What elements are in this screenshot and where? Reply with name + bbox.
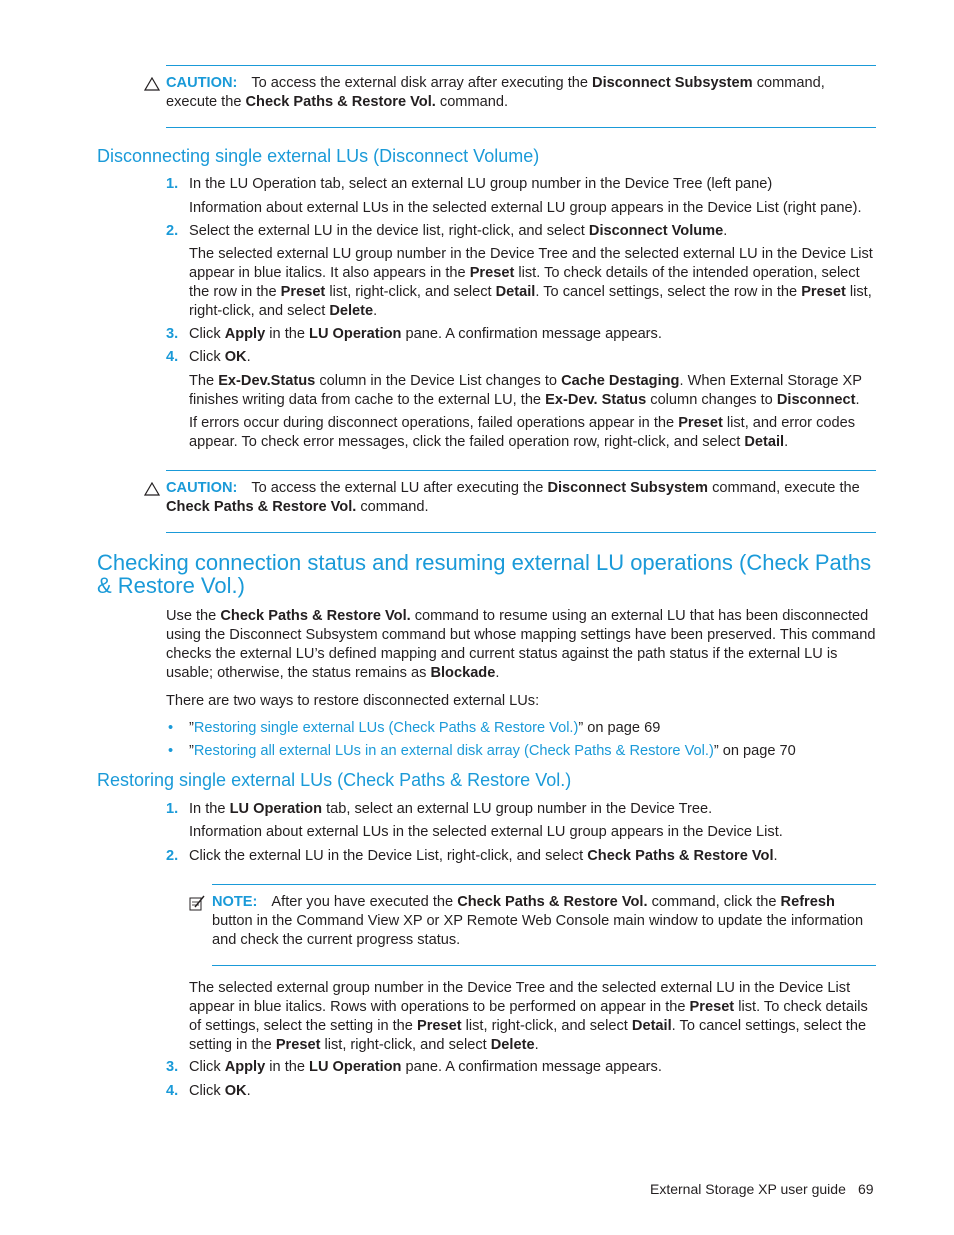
- step-number: 1.: [166, 801, 179, 817]
- footer-title: External Storage XP user guide: [650, 1181, 846, 1197]
- step-number: 4.: [166, 349, 179, 365]
- step-text: Click Apply in the LU Operation pane. A confirmation message appears.: [189, 326, 662, 342]
- caution-label: CAUTION:: [166, 480, 238, 496]
- note-icon: [189, 895, 205, 911]
- step-detail: The selected external LU group number in the Device Tree and the selected external LU in the Device List appear in blue italics. It also appears in the Preset list. To check details of the intended operation, select the row in the Preset list, right-click, and select Detail. To cancel settings, select the row in the Preset list, right-click, and select Delete.: [189, 246, 873, 319]
- caution-icon: [144, 77, 160, 91]
- caution-bottom-rule: [166, 127, 876, 128]
- step-number: 2.: [166, 223, 179, 239]
- step-detail: If errors occur during disconnect operations, failed operations appear in the Preset list, and error codes appear. To check error messages, click the failed operation row, right-click, and select Detail.: [189, 415, 856, 450]
- caution-box: CAUTION: To access the external disk array after executing the Disconnect Subsystem command, execute the Check Paths & Restore Vol. command.: [166, 75, 825, 110]
- cross-reference-link[interactable]: Restoring all external LUs in an external disk array (Check Paths & Restore Vol.): [193, 743, 714, 759]
- step-number: 3.: [166, 326, 179, 342]
- caution-box: CAUTION: To access the external LU after executing the Disconnect Subsystem command, execute the Check Paths & Restore Vol. command.: [166, 480, 860, 515]
- note-label: NOTE:: [212, 894, 258, 910]
- note-box: NOTE: After you have executed the Check Paths & Restore Vol. command, click the Refresh button in the Command View XP or XP Remote Web Console main window to update the information and check the current progress status.: [212, 894, 864, 948]
- page-number: 69: [858, 1181, 874, 1197]
- step-info: Information about external LUs in the selected external LU group appears in the Device List.: [189, 824, 783, 840]
- caution-bottom-rule: [166, 532, 876, 533]
- caution-label: CAUTION:: [166, 75, 238, 91]
- step-number: 3.: [166, 1059, 179, 1075]
- section-heading: Restoring single external LUs (Check Paths & Restore Vol.): [97, 770, 572, 790]
- note-bottom-rule: [212, 965, 876, 966]
- caution-icon: [144, 482, 160, 496]
- body-paragraph: Use the Check Paths & Restore Vol. command to resume using an external LU that has been disconnected using the Disconnect Subsystem command but whose mapping settings have been preserved. This command checks the external LU’s defined mapping and current status against the path status if the external LU is usable; otherwise, the status remains as Blockade. There are two ways to restore disconnected external LUs:: [166, 608, 876, 709]
- step-text: In the LU Operation tab, select an external LU group number in the Device Tree. Information about external LUs in the selected external LU group appears in the Device List.: [189, 800, 879, 842]
- step-text: In the LU Operation tab, select an external LU group number in the Device Tree (left pane) Information about external LUs in the selected external LU group appears in the Device List (right pane).: [189, 175, 879, 218]
- section-heading: Disconnecting single external LUs (Disconnect Volume): [97, 146, 540, 166]
- caution-top-rule: [166, 470, 876, 471]
- step-number: 1.: [166, 176, 179, 192]
- caution-top-rule: [166, 65, 876, 66]
- bullet-mark: •: [168, 720, 174, 736]
- step-text: Click Apply in the LU Operation pane. A confirmation message appears.: [189, 1059, 662, 1075]
- main-heading: Checking connection status and resuming external LU operations (Check Paths & Restore Vol.): [97, 550, 872, 598]
- step-text: Click the external LU in the Device List, right-click, and select Check Paths & Restore Vol.: [189, 848, 778, 864]
- step-detail: The Ex-Dev.Status column in the Device List changes to Cache Destaging. When External Storage XP finishes writing data from cache to the external LU, the Ex-Dev. Status column changes to Disconnect.: [189, 373, 862, 408]
- cross-reference-link[interactable]: Restoring single external LUs (Check Paths & Restore Vol.): [193, 720, 579, 736]
- note-top-rule: [212, 884, 876, 885]
- step-number: 4.: [166, 1083, 179, 1099]
- step-info: Information about external LUs in the selected external LU group appears in the Device List (right pane).: [189, 200, 862, 216]
- step-text: Select the external LU in the device list, right-click, and select Disconnect Volume. The selected external LU group number in the Device Tree and the selected external LU in the Device List appear in blue italics. It also appears in the Preset list. To check details of the intended operation, select the row in the Preset list, right-click, and select Detail. To cancel settings, select the row in the Preset list, right-click, and select Delete.: [189, 222, 879, 321]
- step-number: 2.: [166, 848, 179, 864]
- body-paragraph: The selected external group number in the Device Tree and the selected external LU in the Device List appear in blue italics. Rows with operations to be performed on appear in the Preset list. To check details of settings, select the setting in the Preset list, right-click, and select Detail. To cancel settings, select the setting in the Preset list, right-click, and select Delete.: [189, 980, 868, 1053]
- step-text: Click OK. The Ex-Dev.Status column in the Device List changes to Cache Destaging. When External Storage XP finishes writing data from cache to the external LU, the Ex-Dev. Status column changes to Disconnect. If errors occur during disconnect operations, failed operations appear in the Preset list, and error codes appear. To check error messages, click the failed operation row, right-click, and select Detail.: [189, 348, 879, 452]
- list-item: ”Restoring all external LUs in an external disk array (Check Paths & Restore Vol.)” on page 70: [189, 743, 796, 759]
- bullet-mark: •: [168, 743, 174, 759]
- list-item: ”Restoring single external LUs (Check Paths & Restore Vol.)” on page 69: [189, 720, 661, 736]
- step-text: Click OK.: [189, 1083, 251, 1099]
